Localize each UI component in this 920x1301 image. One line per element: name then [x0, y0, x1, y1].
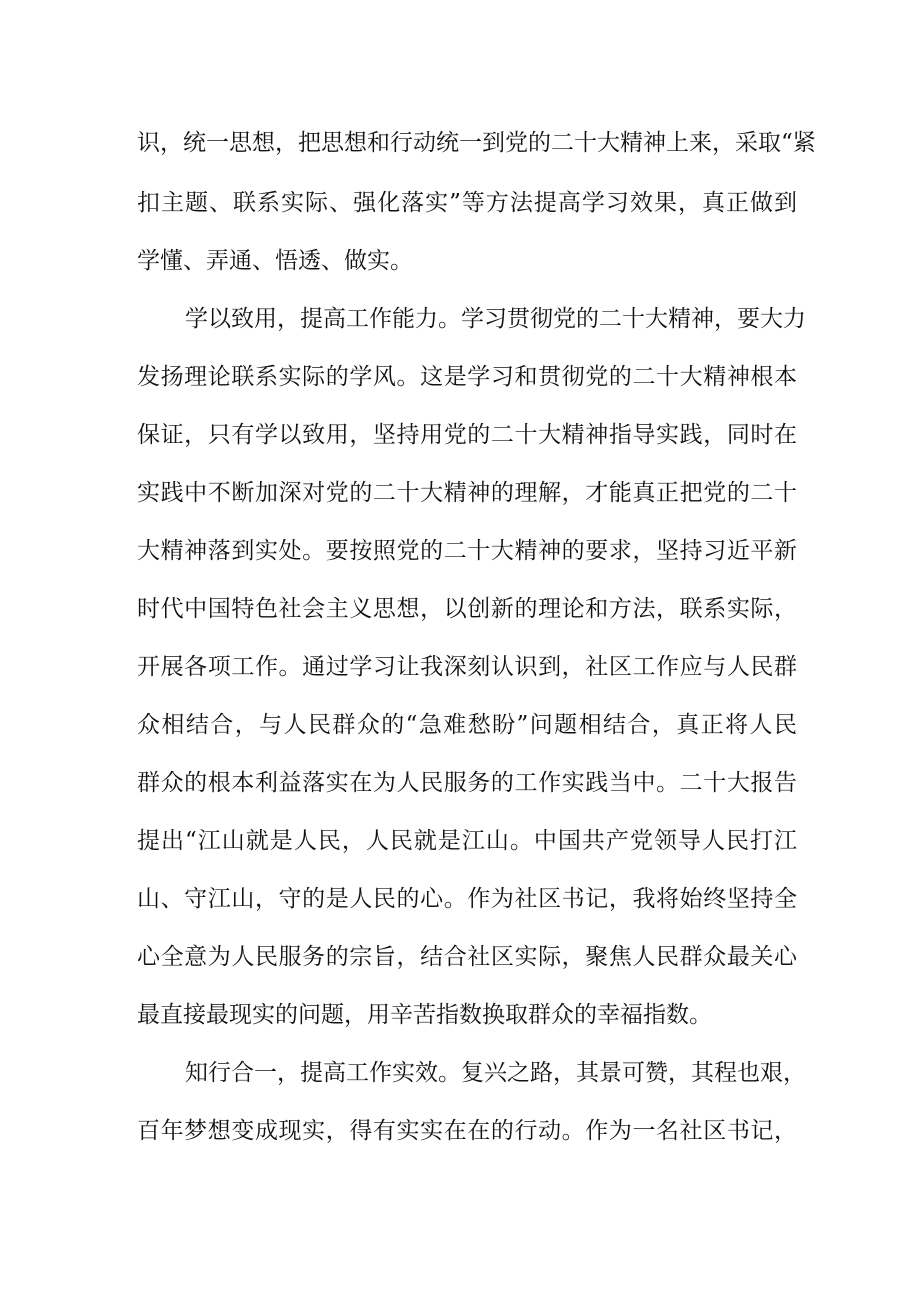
text-line: 群众的根本利益落实在为人民服务的工作实践当中。二十大报告 [137, 770, 797, 796]
text-line: 学懂、弄通、悟透、做实。 [137, 248, 413, 274]
paragraph-first-line: 知行合一，提高工作实效。复兴之路，其景可赞，其程也艰， [185, 1060, 806, 1086]
text-line: 时代中国特色社会主义思想，以创新的理论和方法，联系实际， [137, 596, 797, 622]
text-line: 大精神落到实处。要按照党的二十大精神的要求，坚持习近平新 [137, 538, 797, 564]
text-line: 最直接最现实的问题，用辛苦指数换取群众的幸福指数。 [137, 1002, 712, 1028]
text-line: 发扬理论联系实际的学风。这是学习和贯彻党的二十大精神根本 [137, 364, 797, 390]
paragraph-first-line: 学以致用，提高工作能力。学习贯彻党的二十大精神，要大力 [185, 306, 806, 332]
text-line: 开展各项工作。通过学习让我深刻认识到，社区工作应与人民群 [137, 654, 797, 680]
text-line: 心全意为人民服务的宗旨，结合社区实际，聚焦人民群众最关心 [137, 944, 797, 970]
text-line: 扣主题、联系实际、强化落实”等方法提高学习效果，真正做到 [137, 190, 797, 216]
text-line: 提出“江山就是人民，人民就是江山。中国共产党领导人民打江 [137, 828, 797, 854]
text-line: 山、守江山，守的是人民的心。作为社区书记，我将始终坚持全 [137, 886, 797, 912]
text-line: 实践中不断加深对党的二十大精神的理解，才能真正把党的二十 [137, 480, 797, 506]
text-line: 百年梦想变成现实，得有实实在在的行动。作为一名社区书记， [137, 1118, 797, 1144]
text-line: 识，统一思想，把思想和行动统一到党的二十大精神上来，采取“紧 [137, 130, 816, 156]
text-line: 保证，只有学以致用，坚持用党的二十大精神指导实践，同时在 [137, 422, 797, 448]
text-line: 众相结合，与人民群众的“急难愁盼”问题相结合，真正将人民 [137, 712, 797, 738]
